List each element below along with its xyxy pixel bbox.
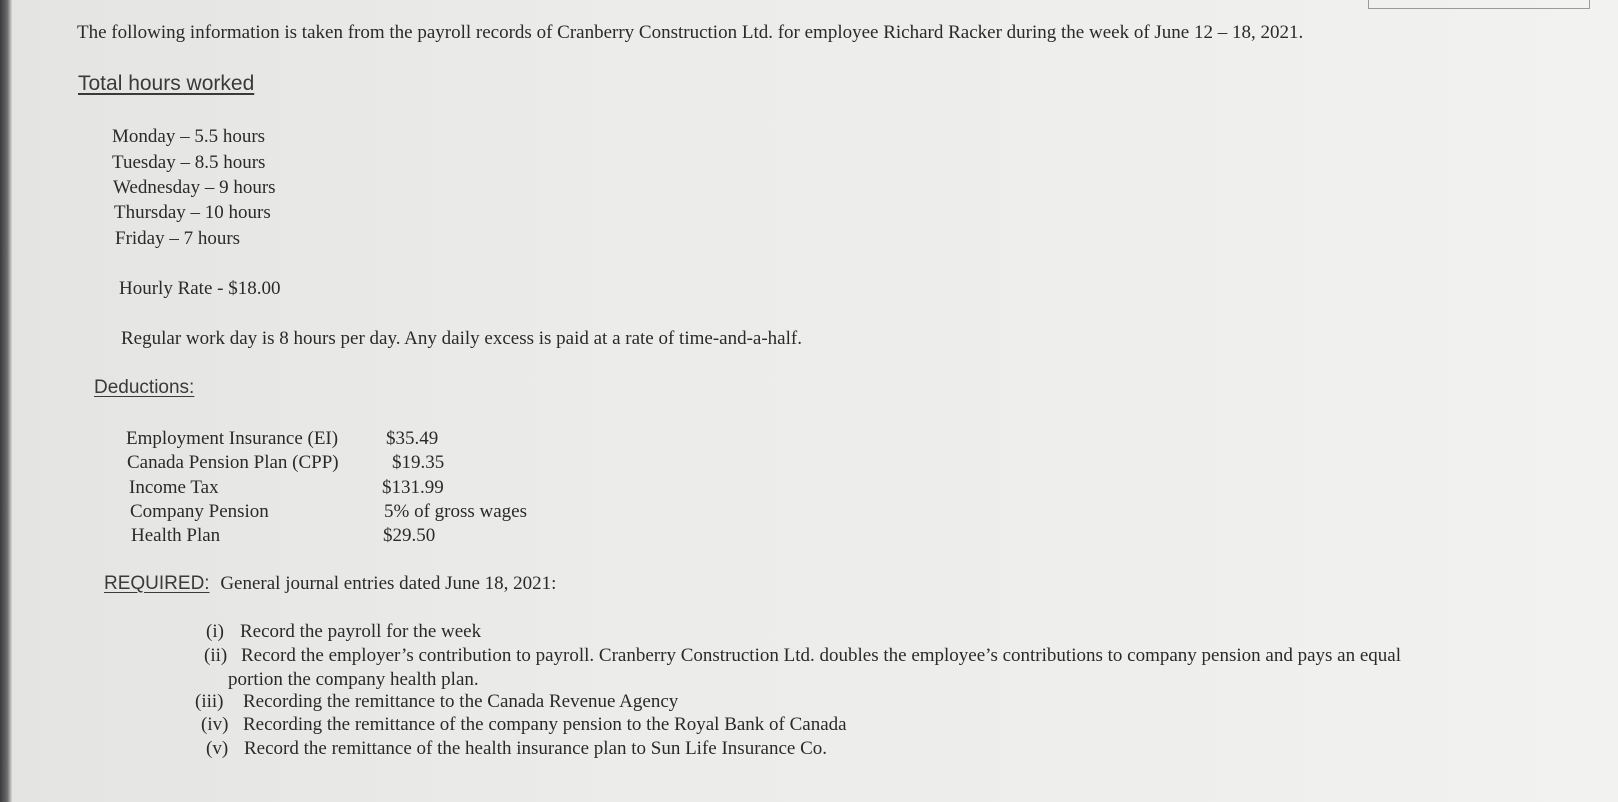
hours-wednesday: Wednesday – 9 hours [113, 177, 276, 198]
task-number: (iii) [195, 691, 224, 712]
task-2 [204, 645, 1401, 667]
deduction-amount-pension: 5% of gross wages [384, 501, 528, 522]
task-5 [206, 738, 827, 760]
deduction-name-health: Health Plan [131, 525, 221, 546]
deduction-name-cpp: Canada Pension Plan (CPP) [127, 452, 339, 473]
screen-edge [0, 0, 12, 802]
task-number: (iv) [201, 714, 229, 735]
task-text: Recording the remittance of the company pension to the Royal Bank of Canada [243, 714, 847, 735]
hourly-rate: Hourly Rate - $18.00 [119, 278, 281, 299]
task-number: (ii) [204, 645, 228, 666]
task-text: Recording the remittance to the Canada Revenue Agency [243, 691, 679, 712]
hours-tuesday: Tuesday – 8.5 hours [112, 152, 266, 173]
deduction-name-income-tax: Income Tax [129, 477, 219, 498]
deduction-amount-income-tax: $131.99 [382, 477, 444, 498]
hours-friday: Friday – 7 hours [115, 228, 241, 249]
task-number: (i) [206, 621, 224, 642]
task-3 [195, 691, 678, 713]
frame-outline [1368, 0, 1590, 9]
required-line [104, 573, 556, 595]
intro-paragraph: The following information is taken from the payroll records of Cranberry Construction Ltd. for employee Richard Racker during the week of June 12 – 18, 2021. [77, 22, 1304, 43]
task-number: (v) [206, 738, 229, 759]
regular-day-rule: Regular work day is 8 hours per day. Any daily excess is paid at a rate of time-and-a-half. [121, 328, 802, 349]
task-text: Record the employer’s contribution to payroll. Cranberry Construction Ltd. doubles the employee’s contributions to company pension and pays an equal [241, 645, 1401, 666]
deduction-amount-health: $29.50 [383, 525, 436, 546]
task-1 [206, 621, 481, 643]
hours-monday: Monday – 5.5 hours [112, 126, 266, 147]
hours-thursday: Thursday – 10 hours [114, 202, 271, 223]
required-text: General journal entries dated June 18, 2021: [220, 573, 557, 594]
hours-heading: Total hours worked [78, 72, 255, 95]
deductions-heading: Deductions: [94, 377, 195, 398]
deduction-amount-ei: $35.49 [386, 428, 439, 449]
task-2-continuation: portion the company health plan. [228, 669, 479, 690]
deduction-name-pension: Company Pension [130, 501, 269, 522]
deduction-amount-cpp: $19.35 [392, 452, 445, 473]
task-text: Record the remittance of the health insurance plan to Sun Life Insurance Co. [244, 738, 827, 759]
task-text: Record the payroll for the week [240, 621, 482, 642]
required-label: REQUIRED: [104, 573, 210, 594]
task-4 [201, 714, 847, 736]
deduction-name-ei: Employment Insurance (EI) [126, 428, 339, 449]
